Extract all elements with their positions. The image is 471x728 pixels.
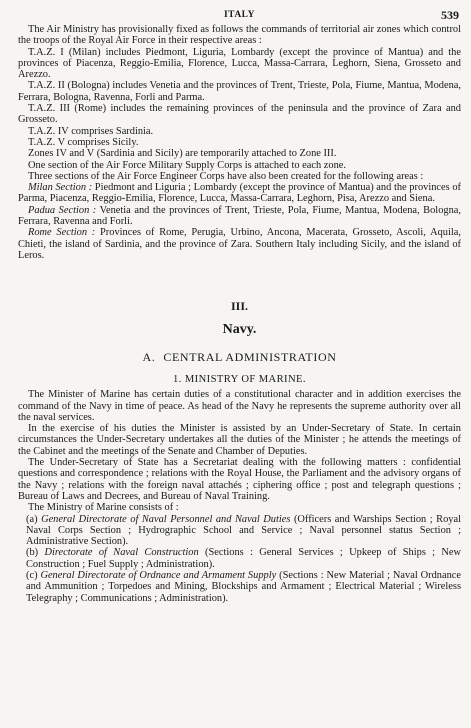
section-heading [18, 350, 461, 365]
air-zone-2: T.A.Z. II (Bologna) includes Venetia and the provinces of Trent, Trieste, Pola, Fiume, Mantua, Modena, Ferrara, Bologna, Ravenna, Forli and Parma. [18, 80, 461, 103]
list-item-name: General Directorate of Ordnance and Armament Supply [40, 569, 277, 581]
page-number: 539 [441, 8, 459, 22]
running-head: ITALY [223, 10, 255, 20]
padua-section-text: Venetia and the provinces of Trent, Trieste, Pola, Fiume, Mantua, Modena, Bologna, Ferrara, Ravenna and Forli. [18, 204, 461, 228]
air-zone-1: T.A.Z. I (Milan) includes Piedmont, Liguria, Lombardy (except the province of Mantua) and the provinces of Piacenza, Reggio-Emilia, Florence, Lucca, Massa-Carrara, Leghorn, Siena, Grosseto and Arezzo. [18, 46, 461, 81]
navy-paragraph-2: In the exercise of his duties the Minister is assisted by an Under-Secretary of State. In certain circumstances the Under-Secretary undertakes all the duties of the Minister ; he attends the meetings of the Cabinet and the meetings of the Senate and Chamber of Deputies. [18, 423, 461, 457]
part-title: Navy. [222, 322, 257, 338]
milan-section-name: Milan Section : [28, 182, 93, 194]
section-label: A. [142, 350, 156, 365]
engineer-intro: Three sections of the Air Force Engineer Corps have also been created for the following areas : [28, 170, 424, 182]
rome-section [18, 227, 461, 261]
list-item [26, 570, 461, 604]
list-item-text: (Officers and Warships Section ; Royal Naval Corps Section ; Hydrographic School and Service ; Naval personnel status Section ; Administrative Section). [26, 513, 461, 548]
list-item-name: Directorate of Naval Construction [44, 547, 199, 559]
page-header [18, 6, 461, 24]
navy-paragraph-1: The Minister of Marine has certain duties of a constitutional character and in addition exercises the command of the Navy in time of peace. As head of the Navy he represents the supreme authority over all the naval services. [18, 389, 461, 423]
air-zone-4: T.A.Z. IV comprises Sardinia. [28, 125, 154, 137]
section-title: CENTRAL ADMINISTRATION [163, 350, 337, 365]
subsection-heading: 1. MINISTRY OF MARINE. [173, 374, 306, 386]
rome-section-text: Provinces of Rome, Perugia, Urbino, Ancona, Macerata, Grosseto, Ascoli, Aquila, Chieti, the island of Sardinia, and the province of Zara. Southern Italy including Sicily, and the island of Leros. [18, 227, 461, 261]
air-supply-corps: One section of the Air Force Military Supply Corps is attached to each zone. [28, 159, 346, 171]
padua-section [18, 205, 461, 228]
air-zones-block [18, 24, 461, 261]
air-zone-5: T.A.Z. V comprises Sicily. [28, 136, 139, 148]
air-zone-attachment: Zones IV and V (Sardinia and Sicily) are temporarily attached to Zone III. [28, 148, 337, 160]
air-zone-3: T.A.Z. III (Rome) includes the remaining provinces of the peninsula and the province of Zara and Grosseto. [18, 103, 461, 126]
list-item [26, 514, 461, 548]
navy-body [18, 389, 461, 604]
padua-section-name: Padua Section : [28, 204, 97, 216]
part-number: III. [230, 299, 248, 314]
navy-paragraph-4: The Ministry of Marine consists of : [28, 502, 179, 514]
milan-section [18, 182, 461, 205]
list-item-name: General Directorate of Naval Personnel and Naval Duties [41, 513, 291, 525]
navy-paragraph-3: The Under-Secretary of State has a Secretariat dealing with the following matters : confidential questions and correspondence ; relations with the Royal House, the Parliament and the advisory organs of the Navy ; relations with the foreign naval attachés ; ciphering office ; post and telegraph questions ; Bureau of Laws and Decrees, and Bureau of Naval Training. [18, 457, 461, 502]
ministry-list [18, 514, 461, 604]
list-item-label: (a) [26, 513, 42, 525]
list-item [26, 547, 461, 570]
air-intro: The Air Ministry has provisionally fixed as follows the commands of territorial air zones which control the troops of the Royal Air Force in their respective areas : [18, 24, 461, 47]
list-item-text: (Sections : General Services ; Upkeep of Ships ; New Construction ; Fuel Supply ; Administration). [26, 547, 462, 570]
list-item-text: (Sections : New Material ; Naval Ordnance and Ammunition ; Torpedoes and Mining, Blockships and Armament ; Electrical Material ; Wireless Telegraphy ; Communications ; Administration). [26, 569, 461, 604]
list-item-label: (c) [26, 569, 41, 581]
milan-section-text: Piedmont and Liguria ; Lombardy (except the province of Mantua) and the provinces of Parma, Piacenza, Reggio-Emilia, Florence, Lucca, Massa-Carrara, Leghorn, Pisa, Arezzo and Siena. [18, 182, 461, 205]
rome-section-name: Rome Section : [28, 227, 96, 239]
list-item-label: (b) [26, 547, 45, 559]
